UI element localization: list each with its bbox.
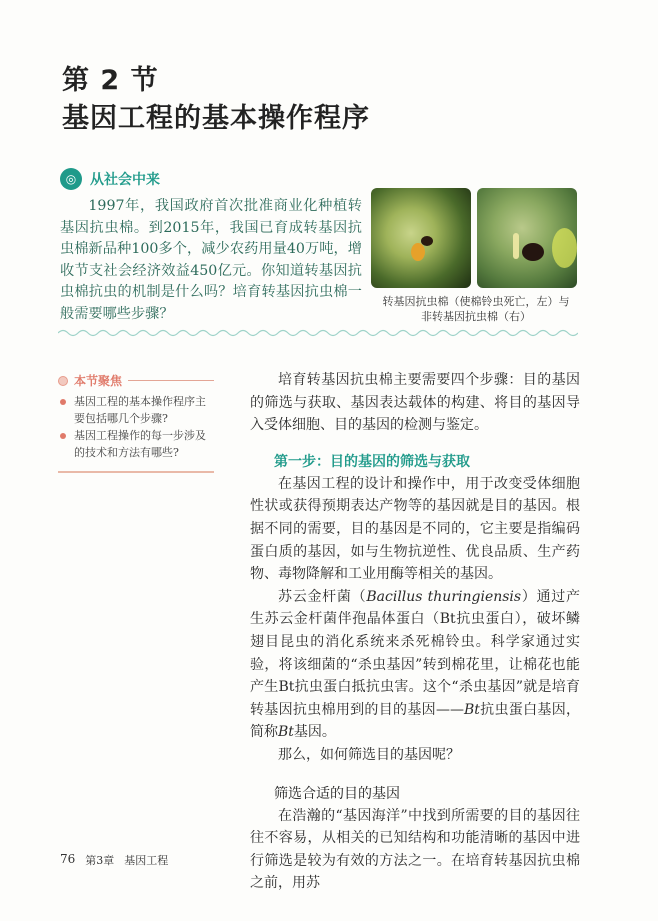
focus-item: 基因工程的基本操作程序主要包括哪几个步骤? xyxy=(58,393,214,427)
focus-header xyxy=(58,372,214,389)
wavy-divider xyxy=(58,328,578,338)
intro-header xyxy=(60,168,160,190)
focus-bullet-icon xyxy=(58,376,68,386)
page-number: 76 xyxy=(60,852,76,866)
paragraph-target-gene: 在基因工程的设计和操作中，用于改变受体细胞性状或获得预期表达产物等的基因就是目的基因。根据不同的需要，目的基因是不同的，它主要是指编码蛋白质的基因，如与生物抗逆性、优良品质、生产药物、毒物降解和工业用酶等相关的基因。 xyxy=(250,475,580,583)
text-span: 抗虫蛋白基因，简称 xyxy=(250,701,581,741)
focus-label: 本节聚焦 xyxy=(74,374,123,388)
caption-line-2: 非转基因抗虫棉（右） xyxy=(421,310,531,323)
section-title: 基因工程的基本操作程序 xyxy=(62,103,370,134)
transgenic-cotton-photo xyxy=(371,188,471,288)
society-icon: ◎ xyxy=(60,168,82,190)
intro-text: 1997年，我国政府首次批准商业化种植转基因抗虫棉。到2015年，我国已育成转基因抗虫棉新品种100多个，减少农药用量40万吨，增收节支社会经济效益450亿元。你知道转基因抗虫棉抗虫的机制是什么吗？培育转基因抗虫棉一般需要哪些步骤？ xyxy=(60,198,362,322)
text-span: ）通过产生苏云金杆菌伴孢晶体蛋白（Bt抗虫蛋白），破坏鳞翅目昆虫的消化系统来杀死棉铃虫。科学家通过实验，将该细菌的“杀虫基因”转到棉花里，让棉花也能产生Bt抗虫蛋白抵抗虫害。这个“杀虫基因”就是培育转基因抗虫棉用到的目的基因—— xyxy=(250,588,581,718)
subheading-screening: 筛选合适的目的基因 xyxy=(274,785,400,802)
intro-label: 从社会中来 xyxy=(90,172,160,188)
chapter-number: 第3章 xyxy=(85,854,115,867)
focus-item: 基因工程操作的每一步涉及的技术和方法有哪些? xyxy=(58,427,214,461)
species-name: Bacillus thuringiensis xyxy=(366,588,522,605)
main-body xyxy=(250,369,580,895)
paragraph-bt xyxy=(250,586,580,744)
gene-name: Bt xyxy=(463,701,480,718)
focus-rule xyxy=(128,380,214,381)
section-number: 第 2 节 xyxy=(62,65,159,96)
text-span: 基因。 xyxy=(293,724,336,741)
paragraph-screening: 在浩瀚的“基因海洋”中找到所需要的目的基因往往不容易，从相关的已知结构和功能清晰的基因中进行筛选是较为有效的方法之一。在培育转基因抗虫棉之前，用苏 xyxy=(250,807,580,892)
gene-name: Bt xyxy=(278,724,294,741)
step-1-heading: 第一步：目的基因的筛选与获取 xyxy=(274,453,470,470)
paragraph-question: 那么，如何筛选目的基因呢？ xyxy=(278,746,460,763)
chapter-title: 基因工程 xyxy=(124,854,169,867)
paragraph-overview: 培育转基因抗虫棉主要需要四个步骤：目的基因的筛选与获取、基因表达载体的构建、将目的基因导入受体细胞、目的基因的检测与鉴定。 xyxy=(250,372,580,434)
text-span: 苏云金杆菌（ xyxy=(278,588,367,605)
photo-caption xyxy=(368,294,584,324)
focus-list xyxy=(58,393,214,461)
non-transgenic-cotton-photo xyxy=(477,188,577,288)
page-footer xyxy=(60,852,168,868)
section-focus-box xyxy=(58,372,214,473)
caption-line-1: 转基因抗虫棉（使棉铃虫死亡，左）与 xyxy=(382,295,570,308)
